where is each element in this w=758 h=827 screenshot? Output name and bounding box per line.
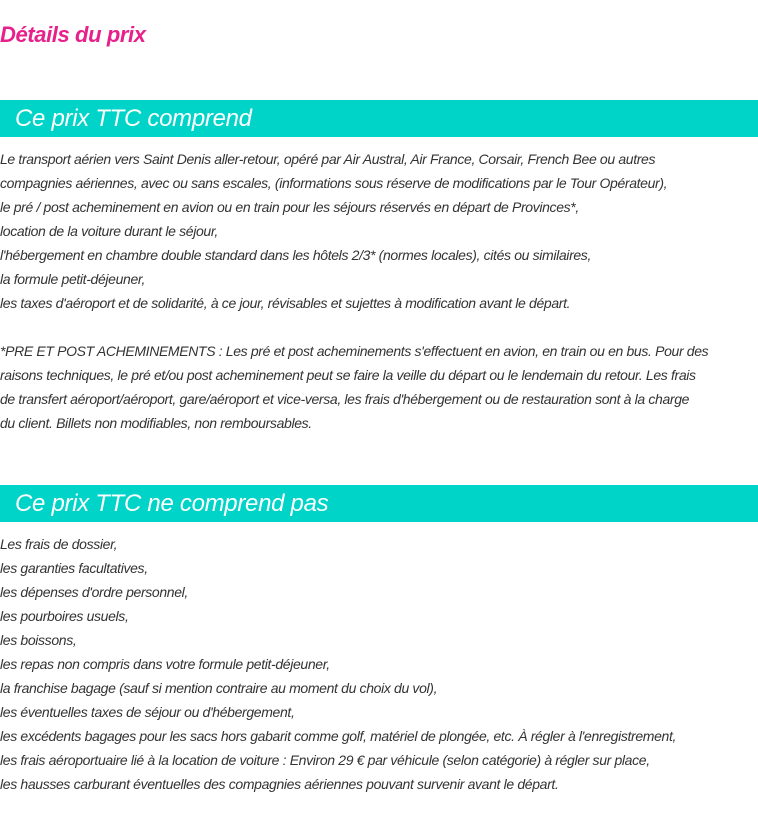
- includes-item: le pré / post acheminement en avion ou en train pour les séjours réservés en départ de Provinces*,: [0, 199, 579, 215]
- excludes-item: Les frais de dossier,: [0, 536, 118, 552]
- excludes-item: les excédents bagages pour les sacs hors gabarit comme golf, matériel de plongée, etc. À régler à l'enregistrement,: [0, 728, 677, 744]
- note-line: de transfert aéroport/aéroport, gare/aéroport et vice-versa, les frais d'hébergement ou de restauration sont à la charge: [0, 391, 690, 407]
- excludes-heading: Ce prix TTC ne comprend pas: [15, 490, 329, 517]
- includes-heading: Ce prix TTC comprend: [15, 105, 252, 132]
- includes-item: l'hébergement en chambre double standard dans les hôtels 2/3* (normes locales), cités ou similaires,: [0, 247, 592, 263]
- includes-item: la formule petit-déjeuner,: [0, 271, 145, 287]
- excludes-section-header: [0, 485, 758, 522]
- acheminement-note: [0, 339, 756, 435]
- note-line: *PRE ET POST ACHEMINEMENTS : Les pré et post acheminements s'effectuent en avion, en train ou en bus. Pour des: [0, 343, 709, 359]
- excludes-item: les frais aéroportuaire lié à la location de voiture : Environ 29 € par véhicule (selon catégorie) à régler sur place,: [0, 752, 650, 768]
- includes-item: Le transport aérien vers Saint Denis aller-retour, opéré par Air Austral, Air France, Corsair, French Bee ou autres: [0, 151, 656, 167]
- includes-list: [0, 147, 756, 315]
- note-line: du client. Billets non modifiables, non remboursables.: [0, 415, 312, 431]
- excludes-item: les éventuelles taxes de séjour ou d'hébergement,: [0, 704, 295, 720]
- excludes-item: les garanties facultatives,: [0, 560, 148, 576]
- includes-item: compagnies aériennes, avec ou sans escales, (informations sous réserve de modifications par le Tour Opérateur),: [0, 175, 668, 191]
- note-line: raisons techniques, le pré et/ou post acheminement peut se faire la veille du départ ou le lendemain du retour. Les frais: [0, 367, 696, 383]
- excludes-item: la franchise bagage (sauf si mention contraire au moment du choix du vol),: [0, 680, 438, 696]
- page-title: Détails du prix: [0, 22, 146, 47]
- includes-item: location de la voiture durant le séjour,: [0, 223, 218, 239]
- includes-section-header: [0, 100, 758, 137]
- excludes-item: les repas non compris dans votre formule petit-déjeuner,: [0, 656, 330, 672]
- excludes-item: les hausses carburant éventuelles des compagnies aériennes pouvant survenir avant le départ.: [0, 776, 559, 792]
- excludes-item: les boissons,: [0, 632, 77, 648]
- excludes-item: les dépenses d'ordre personnel,: [0, 584, 188, 600]
- excludes-item: les pourboires usuels,: [0, 608, 129, 624]
- includes-item: les taxes d'aéroport et de solidarité, à ce jour, révisables et sujettes à modification avant le départ.: [0, 295, 571, 311]
- excludes-list: [0, 532, 756, 796]
